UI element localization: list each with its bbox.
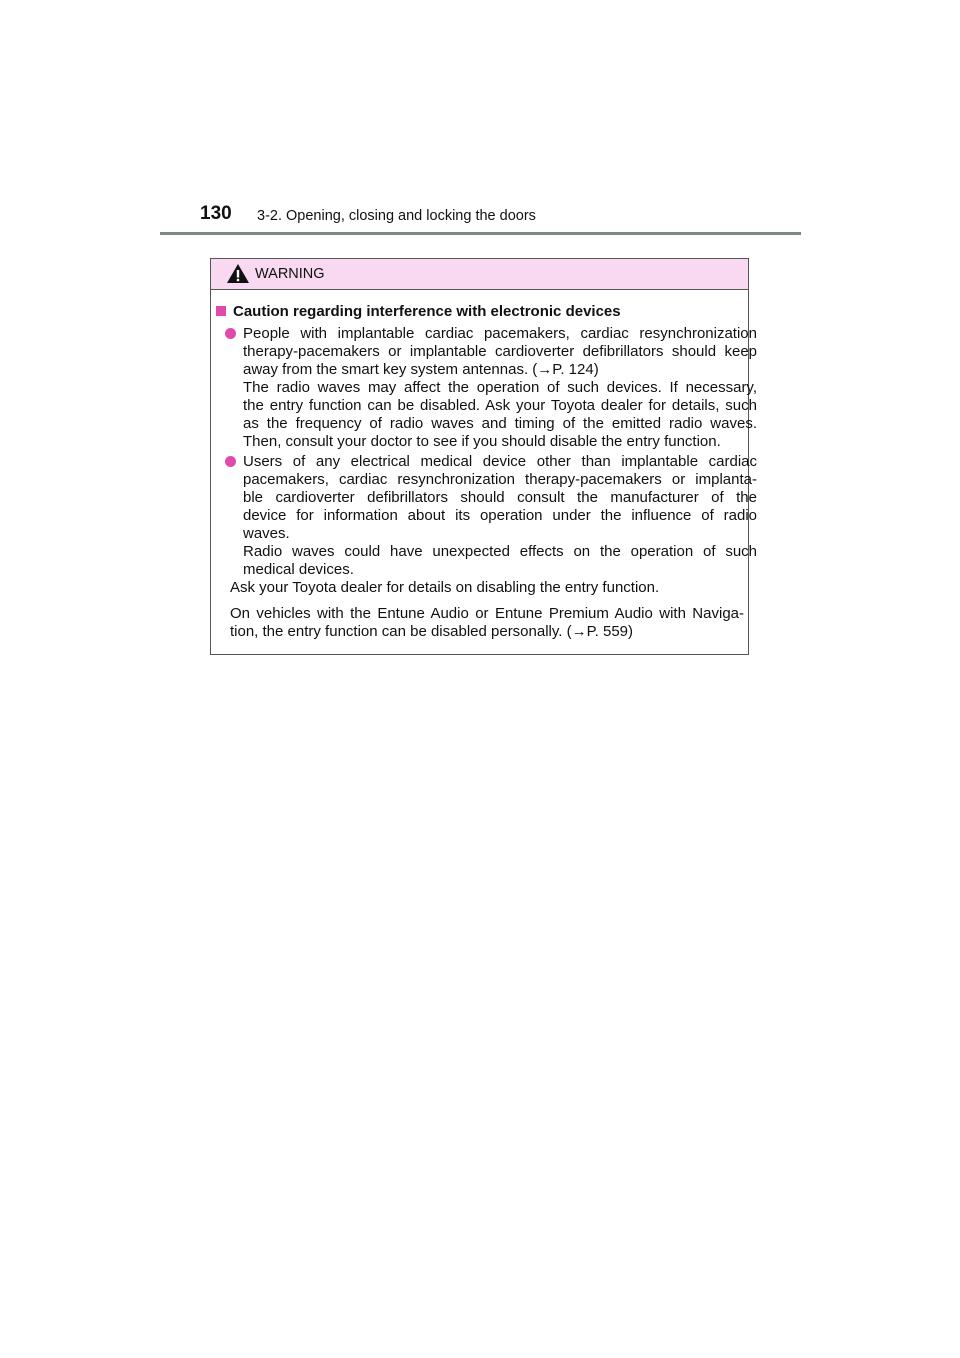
bullet-line: the entry function can be disabled. Ask your Toyota dealer for details, such [243,397,757,414]
page-number: 130 [200,203,232,224]
bullet-line: waves. [243,525,290,542]
square-bullet-icon [216,306,226,316]
bullet-line: pacemakers, cardiac resynchronization therapy-pacemakers or implanta- [243,471,757,488]
warning-header [211,259,748,290]
warning-heading [216,303,746,320]
warning-triangle-icon [226,263,250,284]
bullet-line: therapy-pacemakers or implantable cardioverter defibrillators should keep [243,343,757,360]
bullet-line: medical devices. [243,561,354,578]
circle-bullet-icon [225,328,236,339]
bullet-line: Then, consult your doctor to see if you should disable the entry function. [243,433,721,450]
bullet-line: The radio waves may affect the operation of such devices. If necessary, [243,379,757,396]
bullet-line: as the frequency of radio waves and timing of the emitted radio waves. [243,415,757,432]
bullet-line: away from the smart key system antennas. (→P. 124) [243,361,599,378]
page-header [160,203,801,235]
header-rule [160,232,801,235]
bullet-line: ble cardioverter defibrillators should consult the manufacturer of the [243,489,757,506]
paragraph-dealer: Ask your Toyota dealer for details on disabling the entry function. [230,579,660,596]
circle-bullet-icon [225,456,236,467]
bullet-line: device for information about its operation under the influence of radio [243,507,757,524]
warning-heading-text: Caution regarding interference with electronic devices [233,303,621,320]
warning-box [210,258,757,655]
paragraph-line: On vehicles with the Entune Audio or Entune Premium Audio with Naviga- [230,605,744,622]
section-title: 3-2. Opening, closing and locking the doors [257,208,536,224]
paragraph-line: tion, the entry function can be disabled personally. (→P. 559) [230,623,634,640]
bullet-line: Users of any electrical medical device other than implantable cardiac [243,453,757,470]
bullet-line: Radio waves could have unexpected effects on the operation of such [243,543,757,560]
bullet-line: People with implantable cardiac pacemakers, cardiac resynchronization [243,325,757,342]
warning-label: WARNING [255,266,325,282]
